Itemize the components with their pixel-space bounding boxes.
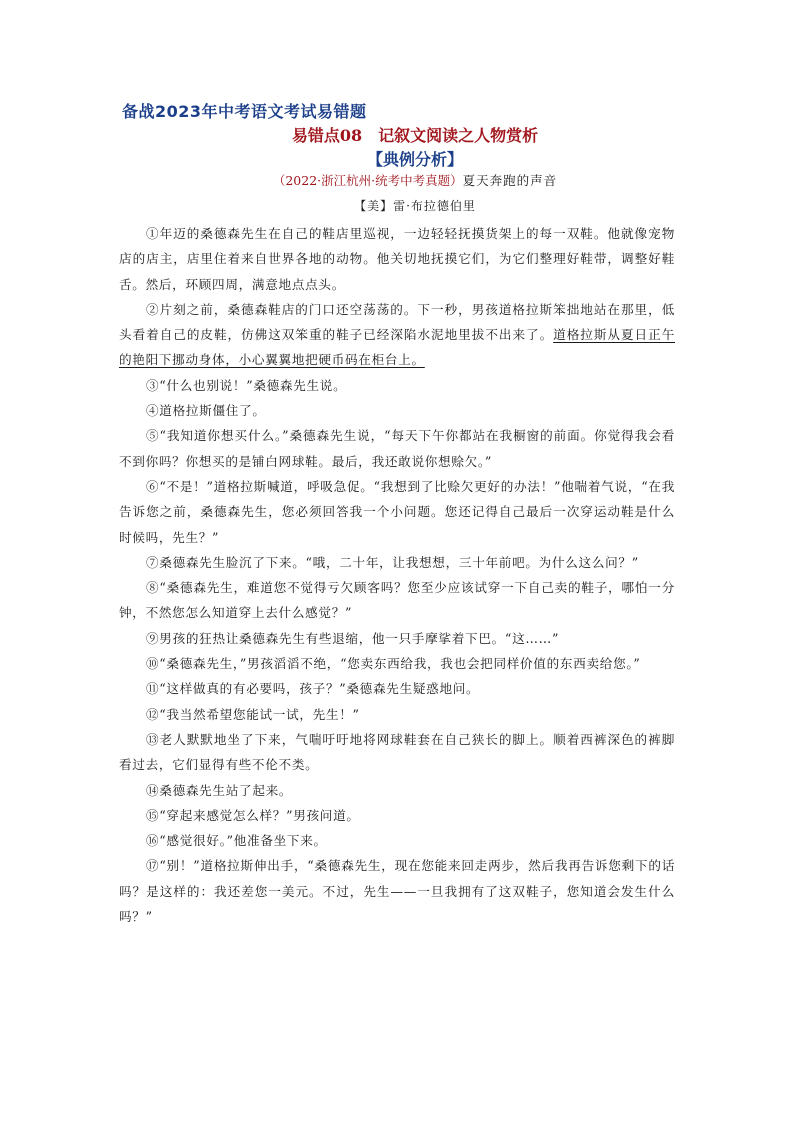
paragraph-text: ⑥“不是！”道格拉斯喊道，呼吸急促。“我想到了比赊欠更好的办法！”他喘着气说，“在我告诉您之前，桑德森先生，您必须回答我一个小问题。您还记得自己最后一次穿运动鞋是什么时候吗，先生？” — [119, 478, 675, 545]
article-body — [119, 221, 675, 929]
paragraph-3 — [119, 373, 675, 398]
paragraph-text: ⑧“桑德森先生，难道您不觉得亏欠顾客吗？您至少应该试穿一下自己卖的鞋子，哪怕一分钟，不然您怎么知道穿上去什么感觉？” — [119, 580, 675, 621]
paragraph-5 — [119, 423, 675, 474]
paragraph-1 — [119, 221, 675, 297]
paragraph-text: ⑰“别！”道格拉斯伸出手，“桑德森先生，现在您能来回走两步，然后我再告诉您剩下的话吗？是这样的：我还差您一美元。不过，先生——一旦我拥有了这双鞋子，您知道会发生什么吗？” — [119, 858, 675, 925]
paragraph-8 — [119, 575, 675, 626]
topic-title: 易错点08 记叙文阅读之人物赏析 — [291, 126, 539, 145]
section-title: 【典例分析】 — [366, 150, 463, 169]
paragraph-14 — [119, 778, 675, 803]
paragraph-9 — [119, 626, 675, 651]
paragraph-text: ③“什么也别说！”桑德森先生说。 — [146, 377, 347, 393]
paragraph-10 — [119, 651, 675, 676]
paragraph-text: ①年迈的桑德森先生在自己的鞋店里巡视，一边轻轻抚摸货架上的每一双鞋。他就像宠物店的店主，店里住着来自世界各地的动物。他关切地抚摸它们，为它们整理好鞋带，调整好鞋舌。然后，环顾四周，满意地点点头。 — [119, 226, 675, 292]
paragraph-text: ⑮“穿起来感觉怎么样？”男孩问道。 — [146, 807, 360, 823]
paragraph-text: ⑨男孩的狂热让桑德森先生有些退缩，他一只手摩挲着下巴。“这……” — [146, 630, 560, 646]
paragraph-text: ⑬老人默默地坐了下来，气喘吁吁地将网球鞋套在自己狭长的脚上。顺着西裤深色的裤脚看过去，它们显得有些不伦不类。 — [119, 731, 675, 773]
paragraph-16 — [119, 828, 675, 853]
paragraph-15 — [119, 803, 675, 828]
paragraph-6 — [119, 474, 675, 550]
paragraph-text: ⑫“我当然希望您能试一试，先生！” — [146, 706, 360, 722]
paragraph-text: ⑪“这样做真的有必要吗，孩子？”桑德森先生疑惑地问。 — [146, 681, 480, 697]
source-line — [0, 171, 794, 189]
paragraph-2 — [119, 297, 675, 373]
paragraph-text: ④道格拉斯僵住了。 — [146, 403, 266, 419]
paragraph-13 — [119, 727, 675, 778]
paragraph-text: ⑤“我知道你想买什么。”桑德森先生说，“每天下午你都站在我橱窗的前面。你觉得我会看不到你吗？你想买的是铺白网球鞋。最后，我还敢说你想赊欠。” — [119, 428, 675, 469]
paragraph-11 — [119, 676, 675, 701]
paragraph-7 — [119, 550, 675, 575]
paragraph-text: ⑭桑德森先生站了起来。 — [146, 782, 293, 798]
paragraph-text: ⑦桑德森先生脸沉了下来。“哦，二十年，让我想想，三十年前吧。为什么这么问？” — [146, 554, 639, 570]
paragraph-12 — [119, 702, 675, 727]
underlined-sentence: 道格拉斯从夏日正午的艳阳下挪动身体，小心翼翼地把硬币码在柜台上。 — [119, 327, 675, 368]
paragraph-text: ②片刻之前，桑德森鞋店的门口还空荡荡的。下一秒，男孩道格拉斯笨拙地站在那里，低头看着自己的皮鞋，仿佛这双笨重的鞋子已经深陷水泥地里拔不出来了。 — [119, 301, 675, 343]
article-title: 夏天奔跑的声音 — [462, 173, 558, 188]
exam-source: （2022·浙江杭州·统考中考真题） — [272, 173, 463, 188]
series-title: 备战2023年中考语文考试易错题 — [122, 102, 367, 121]
article-author: 【美】雷·布拉德伯里 — [354, 199, 476, 213]
paragraph-text: ⑯“感觉很好。”他准备坐下来。 — [146, 833, 327, 849]
paragraph-4 — [119, 398, 675, 423]
paragraph-text: ⑩“桑德森先生，”男孩滔滔不绝，“您卖东西给我，我也会把同样价值的东西卖给您。” — [146, 656, 641, 672]
paragraph-17 — [119, 853, 675, 929]
